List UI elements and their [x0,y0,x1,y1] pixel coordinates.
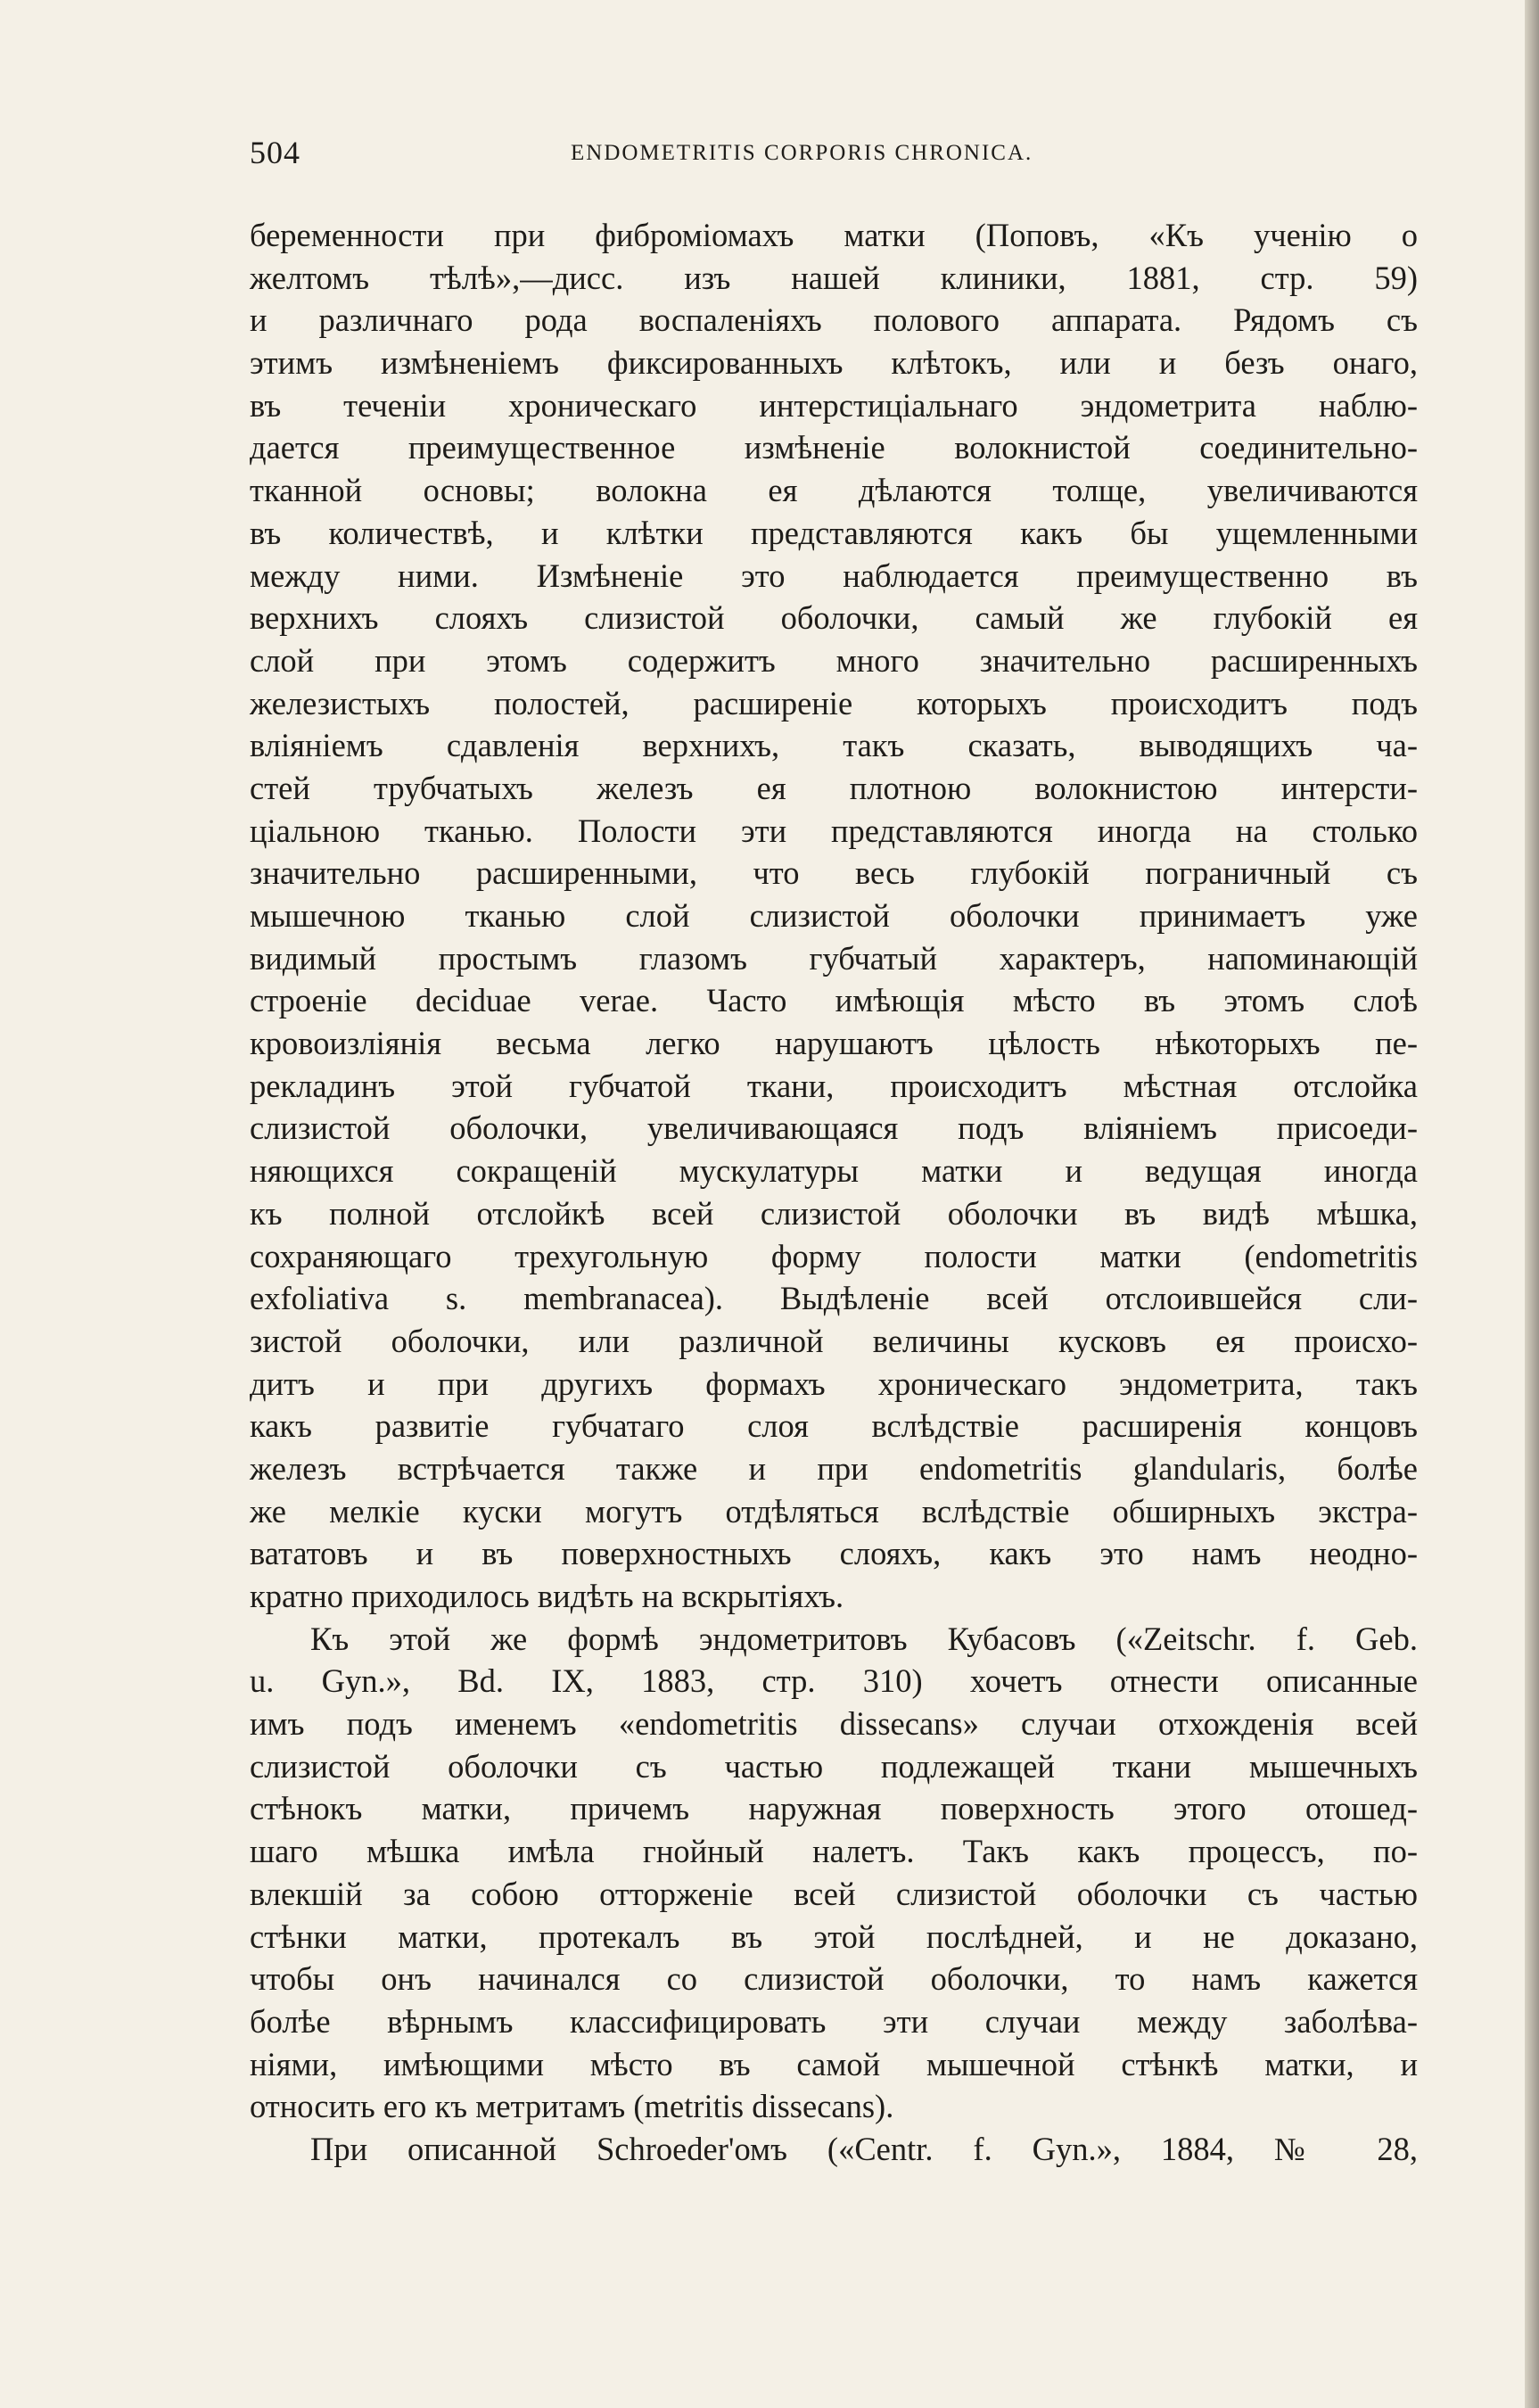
text-line: этимъ измѣненіемъ фиксированныхъ клѣтокъ, или и безъ онаго, [250,344,1418,382]
page-edge [1525,0,1539,2408]
text-line: кровоизліянія весьма легко нарушаютъ цѣлость нѣкоторыхъ пе- [250,1025,1418,1062]
text-line: тканной основы; волокна ея дѣлаются толще, увеличиваются [250,472,1418,509]
text-line: влекшій за собою отторженіе всей слизистой оболочки съ частью [250,1875,1418,1912]
text-line: желтомъ тѣлѣ»,—дисс. изъ нашей клиники, 1881, стр. 59) [250,259,1418,296]
text-line: u. Gyn.», Bd. IX, 1883, стр. 310) хочетъ отнести описанные [250,1662,1418,1700]
text-line: какъ развитіе губчатаго слоя вслѣдствіе расширенія концовъ [250,1407,1418,1445]
text-line: къ полной отслойкѣ всей слизистой оболочки въ видѣ мѣшка, [250,1194,1418,1232]
text-line: дается преимущественное измѣненіе волокнистой соединительно- [250,429,1418,466]
text-line: имъ подъ именемъ «endometritis dissecans» случаи отхожденія всей [250,1705,1418,1743]
text-line: вататовъ и въ поверхностныхъ слояхъ, какъ это намъ неодно- [250,1535,1418,1572]
text-line: ціальною тканью. Полости эти представляются иногда на столько [250,812,1418,849]
text-line: мышечною тканью слой слизистой оболочки принимаетъ уже [250,897,1418,934]
text-line: стѣнокъ матки, причемъ наружная поверхность этого отошед- [250,1790,1418,1827]
text-line: сохраняющаго трехугольную форму полости матки (endometritis [250,1237,1418,1274]
text-line: ніями, имѣющими мѣсто въ самой мышечной стѣнкѣ матки, и [250,2045,1418,2082]
page-header [250,134,1427,187]
page-number: 504 [250,135,300,170]
text-line: дитъ и при другихъ формахъ хроническаго эндометрита, такъ [250,1365,1418,1402]
text-line: и различнаго рода воспаленіяхъ полового аппарата. Рядомъ съ [250,301,1418,339]
text-line: Къ этой же формѣ эндометритовъ Кубасовъ («Zeitschr. f. Geb. [310,1620,1418,1657]
text-line: видимый простымъ глазомъ губчатый характеръ, напоминающій [250,939,1418,977]
text-line: значительно расширенными, что весь глубокій пограничный съ [250,854,1418,892]
text-line: верхнихъ слояхъ слизистой оболочки, самый же глубокій ея [250,599,1418,637]
text-line: стей трубчатыхъ железъ ея плотною волокнистою интерсти- [250,769,1418,806]
text-line: слизистой оболочки, увеличивающаяся подъ вліяніемъ присоеди- [250,1109,1418,1147]
text-line: беременности при фиброміомахъ матки (Поповъ, «Къ ученію о [250,217,1418,253]
text-line: строеніе deciduae verae. Часто имѣющія мѣсто въ этомъ слоѣ [250,982,1418,1019]
text-line: въ теченіи хроническаго интерстиціальнаго эндометрита наблю- [250,386,1418,424]
text-line: чтобы онъ начинался со слизистой оболочки, то намъ кажется [250,1960,1418,1998]
text-line: относить его къ метритамъ (metritis dissecans). [250,2088,894,2125]
text-line: зистой оболочки, или различной величины кусковъ ея происхо- [250,1322,1418,1359]
text-line: няющихся сокращеній мускулатуры матки и ведущая иногда [250,1152,1418,1190]
text-line: exfoliativa s. membranacea). Выдѣленіе всей отслоившейся сли- [250,1280,1418,1317]
text-line: въ количествѣ, и клѣтки представляются какъ бы ущемленными [250,514,1418,551]
text-line: При описанной Schroeder'омъ («Centr. f. Gyn.», 1884, № 28, [310,2130,1418,2167]
text-line: кратно приходилось видѣть на вскрытіяхъ. [250,1578,844,1614]
text-line: стѣнки матки, протекалъ въ этой послѣдней, и не доказано, [250,1917,1418,1955]
text-line: железъ встрѣчается также и при endometritis glandularis, болѣе [250,1449,1418,1487]
text-line: же мелкіе куски могутъ отдѣляться вслѣдствіе обширныхъ экстра- [250,1492,1418,1530]
text-line: железистыхъ полостей, расширеніе которыхъ происходитъ подъ [250,684,1418,722]
text-line: шаго мѣшка имѣла гнойный налетъ. Такъ какъ процессъ, по- [250,1833,1418,1870]
running-title: ENDOMETRITIS CORPORIS CHRONICA. [571,141,1033,165]
text-line: слизистой оболочки съ частью подлежащей ткани мышечныхъ [250,1747,1418,1785]
text-line: слой при этомъ содержитъ много значительно расширенныхъ [250,641,1418,679]
text-line: рекладинъ этой губчатой ткани, происходитъ мѣстная отслойка [250,1067,1418,1104]
text-line: между ними. Измѣненіе это наблюдается преимущественно въ [250,557,1418,594]
text-line: вліяніемъ сдавленія верхнихъ, такъ сказать, выводящихъ ча- [250,727,1418,764]
body-text [250,214,1418,2171]
text-line: болѣе вѣрнымъ классифицировать эти случаи между заболѣва- [250,2002,1418,2040]
